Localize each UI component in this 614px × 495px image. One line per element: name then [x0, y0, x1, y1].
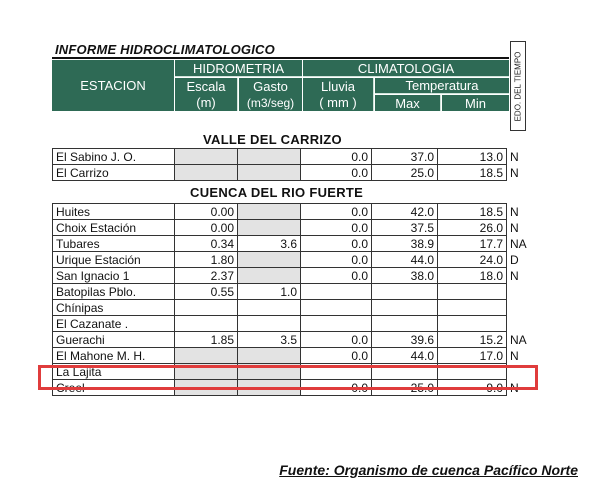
station-cell: La Lajita	[53, 364, 175, 380]
edo-tiempo-cell: N	[510, 220, 519, 235]
escala-cell: 1.80	[175, 252, 238, 268]
lluvia-cell: 0.0	[301, 348, 372, 364]
table-row	[53, 300, 537, 316]
temp-max-cell: 44.0	[372, 252, 438, 268]
station-cell: Tubares	[53, 236, 175, 252]
escala-cell	[175, 300, 238, 316]
header-escala-unit: (m)	[196, 94, 216, 110]
station-cell: San Ignacio 1	[53, 268, 175, 284]
header-min-label: Min	[465, 95, 486, 111]
gasto-cell	[238, 268, 301, 284]
station-cell: Batopilas Pblo.	[53, 284, 175, 300]
escala-cell	[175, 165, 238, 181]
station-cell: El Sabino J. O.	[53, 149, 175, 165]
station-cell: Chínipas	[53, 300, 175, 316]
lluvia-cell: 0.0	[301, 149, 372, 165]
station-cell: El Cazanate .	[53, 316, 175, 332]
escala-cell: 0.55	[175, 284, 238, 300]
title-rule	[52, 57, 509, 59]
header-max	[375, 95, 441, 111]
gasto-cell	[238, 149, 301, 165]
table-row	[53, 284, 537, 300]
temp-min-cell: 18.5	[438, 204, 507, 220]
temp-min-cell: 18.0	[438, 268, 507, 284]
header-gasto-unit: (m3/seg)	[246, 95, 295, 110]
temp-max-cell: 38.0	[372, 268, 438, 284]
header-lluvia-label: Lluvia	[321, 78, 355, 94]
edo-del-tiempo-header	[510, 41, 526, 131]
station-cell: Urique Estación	[53, 252, 175, 268]
header-hidrometria-label: HIDROMETRIA	[193, 60, 284, 76]
temp-max-cell: 44.0	[372, 348, 438, 364]
header-estacion-label: ESTACION	[80, 78, 146, 93]
table-row	[53, 332, 537, 348]
edo-tiempo-cell: N	[510, 348, 519, 363]
edo-tiempo-cell: N	[510, 380, 519, 395]
header-temperatura	[375, 78, 509, 94]
station-cell: El Carrizo	[53, 165, 175, 181]
edo-tiempo-cell: N	[510, 268, 519, 283]
lluvia-cell	[301, 284, 372, 300]
edo-del-tiempo-label: EDO. DEL TIEMPO	[513, 51, 523, 121]
lluvia-cell: 0.0	[301, 252, 372, 268]
temp-min-cell: 24.0	[438, 252, 507, 268]
gasto-cell	[238, 220, 301, 236]
temp-min-cell	[438, 284, 507, 300]
lluvia-cell: 0.0	[301, 380, 372, 396]
temp-max-cell: 39.6	[372, 332, 438, 348]
station-cell: Choix Estación	[53, 220, 175, 236]
temp-min-cell: 15.2	[438, 332, 507, 348]
escala-cell	[175, 316, 238, 332]
escala-cell: 1.85	[175, 332, 238, 348]
lluvia-cell: 0.0	[301, 220, 372, 236]
table-row	[53, 220, 537, 236]
station-cell: Huites	[53, 204, 175, 220]
lluvia-cell	[301, 300, 372, 316]
gasto-cell	[238, 348, 301, 364]
table-row	[53, 252, 537, 268]
edo-tiempo-cell: D	[510, 252, 519, 267]
gasto-cell	[238, 165, 301, 181]
temp-max-cell: 25.0	[372, 380, 438, 396]
table-row	[53, 348, 537, 364]
temp-min-cell	[438, 300, 507, 316]
temp-max-cell	[372, 284, 438, 300]
report-title: INFORME HIDROCLIMATOLOGICO	[55, 42, 275, 57]
escala-cell: 2.37	[175, 268, 238, 284]
escala-cell: 0.00	[175, 204, 238, 220]
edo-tiempo-cell	[507, 300, 537, 316]
edo-tiempo-cell	[507, 284, 537, 300]
header-max-label: Max	[395, 95, 420, 111]
temp-min-cell: 9.0	[438, 380, 507, 396]
header-climatologia-label: CLIMATOLOGIA	[357, 60, 455, 76]
temp-min-cell: 17.0	[438, 348, 507, 364]
temp-min-cell: 26.0	[438, 220, 507, 236]
temp-max-cell	[372, 316, 438, 332]
header-gasto	[239, 78, 302, 111]
temp-min-cell	[438, 316, 507, 332]
temp-max-cell	[372, 300, 438, 316]
table-row	[53, 165, 537, 181]
temp-min-cell: 17.7	[438, 236, 507, 252]
escala-cell: 0.00	[175, 220, 238, 236]
escala-cell	[175, 348, 238, 364]
table-row	[53, 236, 537, 252]
station-cell: El Mahone M. H.	[53, 348, 175, 364]
gasto-cell	[238, 252, 301, 268]
table-row	[53, 268, 537, 284]
escala-cell: 0.34	[175, 236, 238, 252]
valle-table	[52, 148, 537, 181]
temp-max-cell: 37.5	[372, 220, 438, 236]
header-lluvia	[303, 78, 374, 111]
escala-cell	[175, 149, 238, 165]
temp-min-cell: 13.0	[438, 149, 507, 165]
header-estacion	[52, 60, 174, 111]
temp-max-cell: 38.9	[372, 236, 438, 252]
edo-tiempo-cell: N	[510, 204, 519, 219]
table-row	[53, 149, 537, 165]
edo-tiempo-cell	[507, 316, 537, 332]
lluvia-cell: 0.0	[301, 236, 372, 252]
section-valle-del-carrizo: VALLE DEL CARRIZO	[203, 132, 342, 147]
header-temperatura-label: Temperatura	[405, 78, 479, 93]
gasto-cell	[238, 204, 301, 220]
lluvia-cell: 0.0	[301, 332, 372, 348]
table-row	[53, 204, 537, 220]
header-climatologia	[303, 60, 509, 77]
header-hidrometria	[175, 60, 302, 77]
table-row	[53, 316, 537, 332]
gasto-cell: 3.6	[238, 236, 301, 252]
edo-tiempo-cell: N	[510, 165, 519, 180]
lluvia-cell	[301, 316, 372, 332]
edo-tiempo-cell: N	[510, 149, 519, 164]
section-cuenca-del-rio-fuerte: CUENCA DEL RIO FUERTE	[190, 185, 364, 200]
source-note: Fuente: Organismo de cuenca Pacífico Norte	[279, 462, 578, 478]
temp-max-cell: 25.0	[372, 165, 438, 181]
lluvia-cell: 0.0	[301, 268, 372, 284]
header-escala	[175, 78, 238, 111]
gasto-cell: 3.5	[238, 332, 301, 348]
gasto-cell	[238, 316, 301, 332]
temp-max-cell: 42.0	[372, 204, 438, 220]
lluvia-cell: 0.0	[301, 165, 372, 181]
header-min	[442, 95, 509, 111]
header-escala-label: Escala	[186, 78, 226, 94]
station-cell: Guerachi	[53, 332, 175, 348]
lluvia-cell: 0.0	[301, 204, 372, 220]
temp-min-cell: 18.5	[438, 165, 507, 181]
gasto-cell	[238, 300, 301, 316]
highlight-box-el-mahone	[38, 365, 538, 390]
header-gasto-label: Gasto	[253, 78, 288, 94]
station-cell: Creel	[53, 380, 175, 396]
header-lluvia-unit: ( mm )	[319, 94, 357, 110]
gasto-cell: 1.0	[238, 284, 301, 300]
edo-tiempo-cell: NA	[510, 332, 527, 347]
temp-max-cell: 37.0	[372, 149, 438, 165]
edo-tiempo-cell: NA	[510, 236, 527, 251]
